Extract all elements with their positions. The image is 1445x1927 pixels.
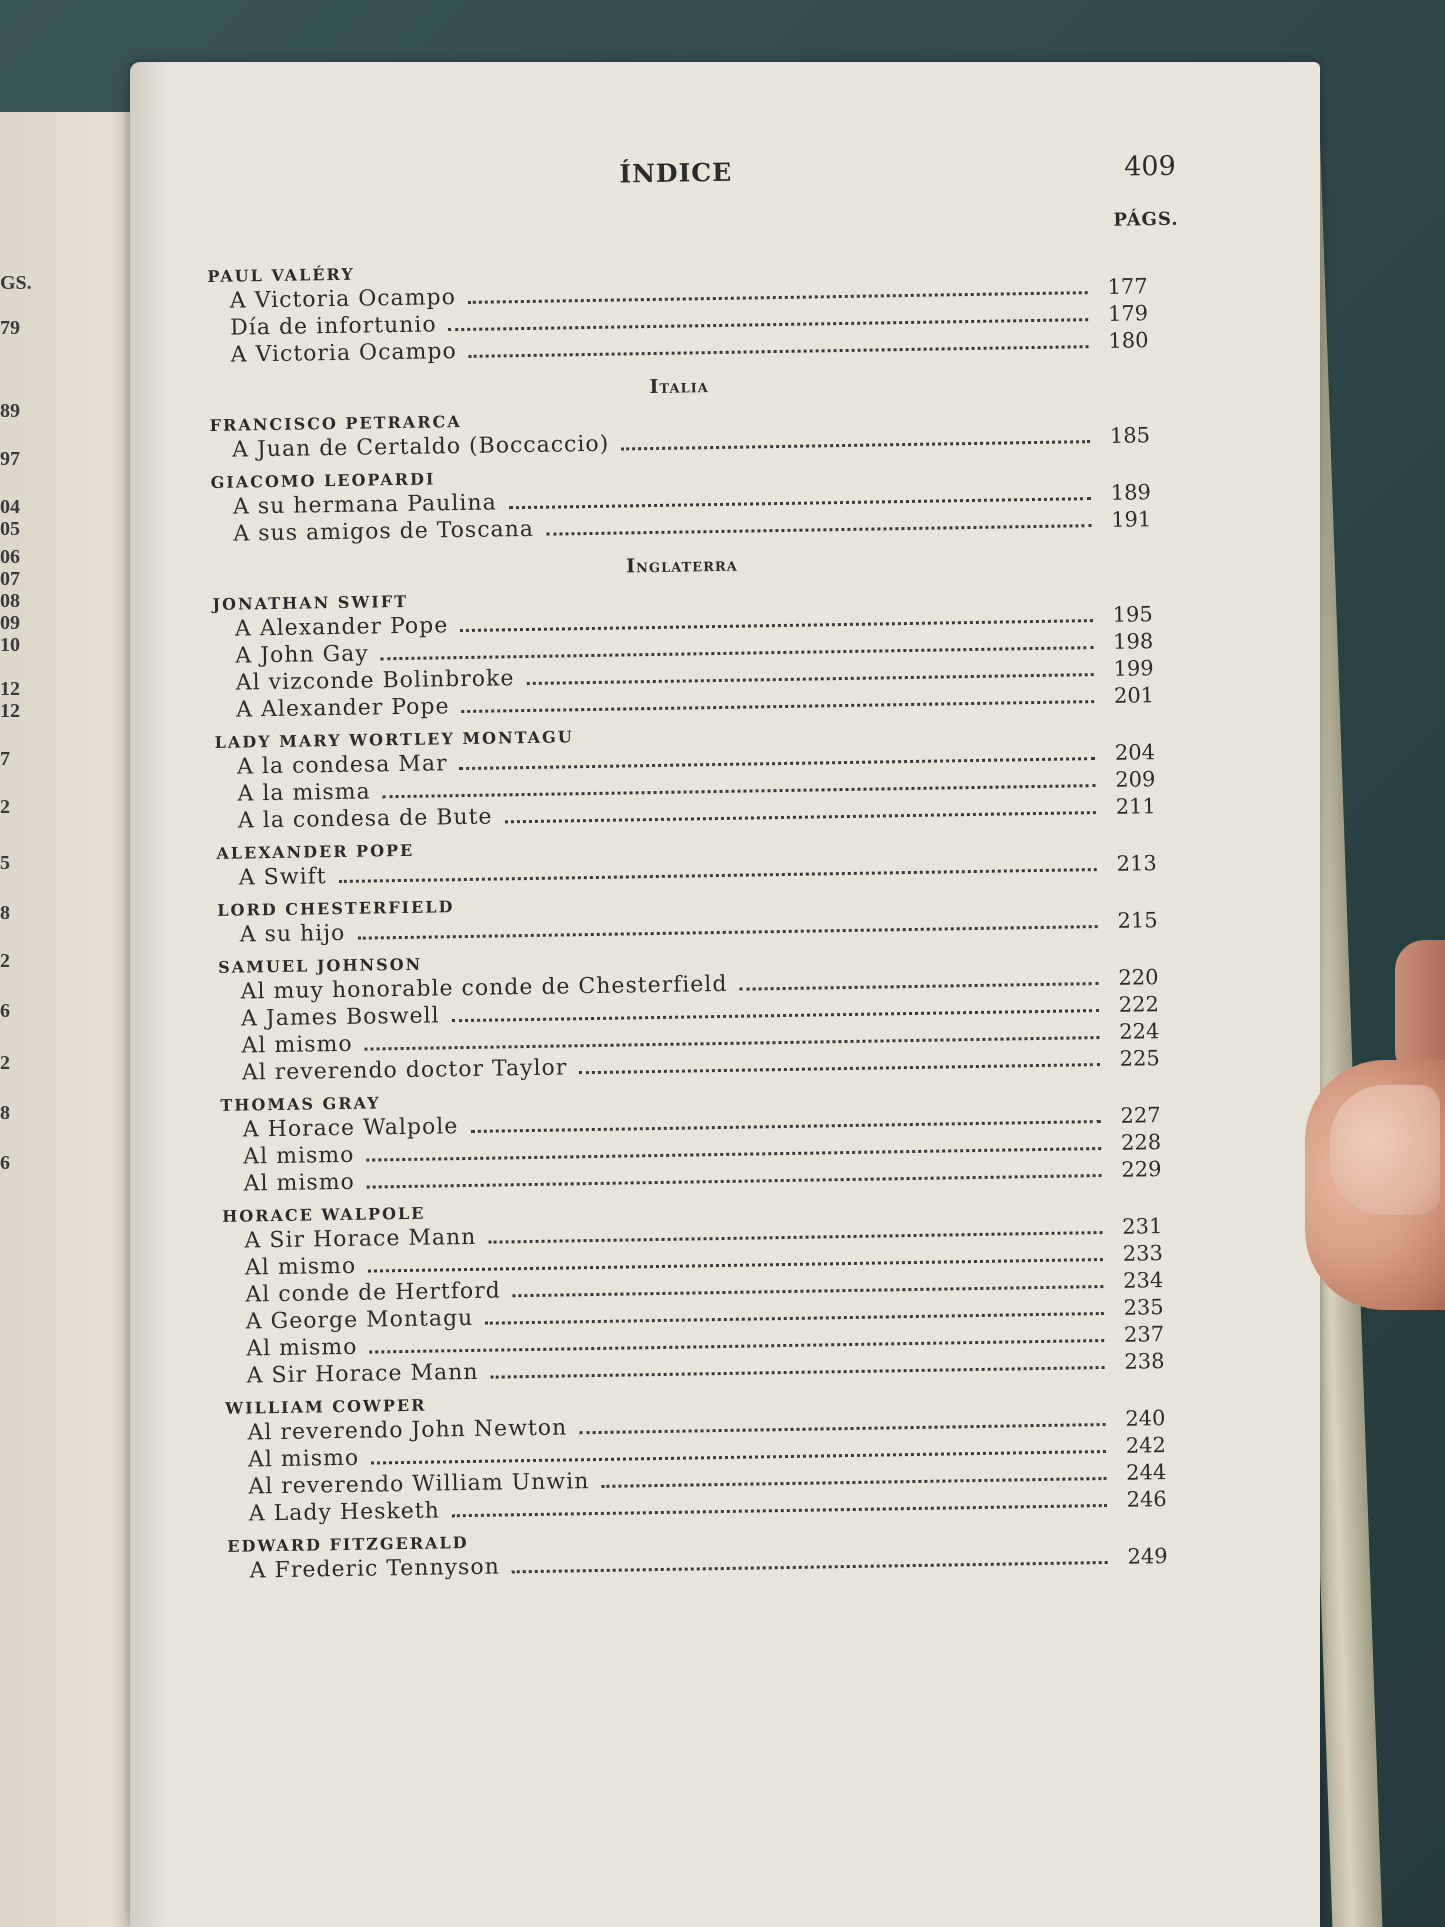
entry-page-number: 240	[1125, 1406, 1166, 1431]
author-name: HORACE WALPOLE	[221, 1203, 426, 1226]
entry-title: A sus amigos de Toscana	[233, 516, 535, 547]
book-page	[130, 62, 1320, 1927]
entry-title: A la condesa de Bute	[237, 804, 493, 834]
thumbnail	[1330, 1085, 1440, 1215]
left-page-margin-text: 8	[0, 902, 10, 924]
entry-page-number: 234	[1122, 1268, 1164, 1293]
left-page-margin-text: 12	[0, 700, 20, 722]
entry-title: Al muy honorable conde de Chesterfield	[240, 971, 728, 1005]
entry-title: Día de infortunio	[229, 312, 437, 341]
author-name: FRANCISCO PETRARCA	[209, 411, 462, 435]
entry-title: Al mismo	[244, 1253, 357, 1281]
dot-leader	[740, 982, 1099, 991]
entry-title: A Sir Horace Mann	[246, 1359, 479, 1389]
entry-page-number: 224	[1119, 1019, 1160, 1044]
entry-page-number: 177	[1107, 274, 1148, 299]
page-title: ÍNDICE	[619, 157, 733, 189]
entry-title: Al mismo	[243, 1142, 355, 1170]
entry-title: A John Gay	[235, 641, 369, 669]
left-page-margin-text: 5	[0, 852, 10, 874]
table-of-contents	[207, 242, 1228, 1593]
entry-page-number: 211	[1115, 794, 1156, 819]
author-name: EDWARD FITZGERALD	[227, 1533, 469, 1556]
entry-title: A Swift	[238, 864, 327, 891]
left-page-margin-text: 79	[0, 317, 20, 339]
left-page	[0, 112, 140, 1927]
entry-page-number: 220	[1118, 965, 1159, 990]
entry-title: A George Montagu	[245, 1305, 474, 1335]
dot-leader	[469, 345, 1089, 358]
author-group	[210, 399, 1211, 464]
author-group	[218, 941, 1220, 1087]
entry-page-number: 189	[1110, 480, 1152, 505]
entry-title: Al mismo	[246, 1334, 358, 1362]
left-page-margin-text: 12	[0, 678, 20, 700]
dot-leader	[491, 1366, 1105, 1379]
author-group	[212, 578, 1214, 724]
left-page-margin-text: 2	[0, 796, 10, 818]
entry-page-number: 246	[1126, 1487, 1167, 1512]
entry-title: A Lady Hesketh	[248, 1498, 440, 1527]
entry-page-number: 180	[1108, 328, 1149, 353]
dot-leader	[621, 440, 1090, 450]
dot-leader	[509, 497, 1091, 509]
entry-title: A Juan de Certaldo (Boccaccio)	[231, 431, 610, 463]
dot-leader	[462, 700, 1095, 713]
page-header	[206, 144, 1207, 210]
author-group	[210, 456, 1211, 548]
dot-leader	[505, 811, 1096, 823]
entry-page-number: 227	[1120, 1103, 1161, 1128]
entry-title: A Victoria Ocampo	[229, 285, 457, 314]
author-name: ALEXANDER POPE	[216, 840, 415, 863]
author-group	[215, 716, 1216, 835]
entry-title: A Sir Horace Mann	[244, 1224, 477, 1254]
entry-title: Al mismo	[247, 1445, 360, 1473]
author-group	[220, 1079, 1221, 1198]
author-name: SAMUEL JOHNSON	[218, 954, 423, 977]
entry-page-number: 235	[1123, 1295, 1164, 1320]
entry-page-number: 237	[1123, 1322, 1165, 1347]
page-number: 409	[1123, 150, 1177, 183]
dot-leader	[526, 673, 1093, 685]
left-page-margin-text: 97	[0, 448, 20, 470]
entry-title: Al mismo	[241, 1031, 353, 1059]
dot-leader	[512, 1561, 1108, 1573]
left-page-margin-text: 6	[0, 1000, 10, 1022]
entry-page-number: 204	[1114, 740, 1156, 765]
entry-page-number: 238	[1124, 1349, 1165, 1374]
entry-title: A Frederic Tennyson	[249, 1554, 500, 1584]
left-page-margin-text: 08	[0, 590, 20, 612]
entry-title: A Alexander Pope	[235, 694, 450, 723]
left-page-margin-text: 09	[0, 612, 20, 634]
author-group	[227, 1520, 1228, 1585]
author-name: LADY MARY WORTLEY MONTAGU	[214, 727, 574, 752]
left-page-margin-text: 7	[0, 748, 10, 770]
section-heading: Inglaterra	[625, 553, 738, 578]
dot-leader	[357, 925, 1097, 940]
entry-page-number: 191	[1111, 507, 1152, 532]
author-group	[207, 250, 1208, 369]
dot-leader	[452, 1504, 1107, 1517]
entry-title: Al mismo	[243, 1169, 356, 1197]
entry-page-number: 215	[1117, 908, 1158, 933]
author-name: WILLIAM COWPER	[225, 1395, 427, 1418]
author-group	[225, 1382, 1227, 1528]
left-page-margin-text: 89	[0, 400, 20, 422]
entry-page-number: 213	[1116, 851, 1157, 876]
author-group	[222, 1190, 1225, 1390]
entry-page-number: 231	[1122, 1214, 1163, 1239]
entry-title: A su hermana Paulina	[232, 490, 497, 520]
entry-page-number: 249	[1127, 1544, 1168, 1569]
author-name: GIACOMO LEOPARDI	[210, 469, 436, 492]
entry-page-number: 201	[1113, 683, 1155, 708]
entry-page-number: 225	[1119, 1046, 1160, 1071]
dot-leader	[579, 1423, 1105, 1434]
dot-leader	[339, 868, 1097, 883]
author-name: THOMAS GRAY	[220, 1093, 381, 1115]
entry-page-number: 228	[1120, 1130, 1162, 1155]
entry-title: Al reverendo doctor Taylor	[241, 1055, 568, 1086]
entry-title: A la condesa Mar	[236, 751, 448, 780]
left-page-margin-text: 04	[0, 496, 20, 518]
entry-page-number: 229	[1121, 1157, 1162, 1182]
entry-page-number: 242	[1125, 1433, 1167, 1458]
page-content	[204, 46, 1232, 1861]
section-heading: Italia	[649, 375, 709, 399]
left-page-margin-text: 2	[0, 950, 10, 972]
left-page-margin-text: 06	[0, 546, 20, 568]
entry-page-number: 233	[1122, 1241, 1164, 1266]
author-group	[216, 827, 1217, 892]
author-name: PAUL VALÉRY	[207, 264, 355, 286]
entry-title: A Alexander Pope	[234, 613, 449, 642]
left-page-margin-text: 07	[0, 568, 20, 590]
left-page-margin-text: 6	[0, 1152, 10, 1174]
entry-title: A Horace Walpole	[242, 1114, 459, 1143]
dot-leader	[601, 1477, 1106, 1488]
entry-page-number: 244	[1125, 1460, 1167, 1485]
left-page-margin-text: 10	[0, 634, 20, 656]
author-name: LORD CHESTERFIELD	[217, 897, 455, 920]
author-group	[217, 884, 1218, 949]
left-page-margin-text: 2	[0, 1052, 10, 1074]
entry-title: Al vizconde Bolinbroke	[235, 666, 515, 696]
entry-page-number: 199	[1113, 656, 1154, 681]
entry-page-number: 185	[1109, 423, 1151, 448]
entry-title: Al reverendo William Unwin	[248, 1469, 590, 1500]
author-name: JONATHAN SWIFT	[212, 591, 409, 614]
entry-page-number: 179	[1107, 301, 1149, 326]
entry-page-number: 222	[1118, 992, 1160, 1017]
entry-title: A James Boswell	[240, 1003, 440, 1032]
left-page-margin-text: 8	[0, 1102, 10, 1124]
dot-leader	[546, 524, 1091, 536]
entry-page-number: 209	[1115, 767, 1156, 792]
entry-title: Al conde de Hertford	[245, 1278, 501, 1308]
entry-title: A la misma	[237, 779, 371, 807]
entry-page-number: 195	[1112, 602, 1153, 627]
dot-leader	[579, 1063, 1099, 1074]
pages-column-label: PÁGS.	[1113, 208, 1179, 231]
dot-leader	[367, 1174, 1102, 1189]
entry-title: Al reverendo John Newton	[247, 1415, 568, 1446]
entry-title: A su hijo	[239, 920, 346, 948]
left-page-margin-text: GS.	[0, 272, 32, 294]
finger	[1395, 940, 1445, 1080]
left-page-margin-text: 05	[0, 518, 20, 540]
entry-title: A Victoria Ocampo	[230, 339, 457, 368]
entry-page-number: 198	[1112, 629, 1154, 654]
